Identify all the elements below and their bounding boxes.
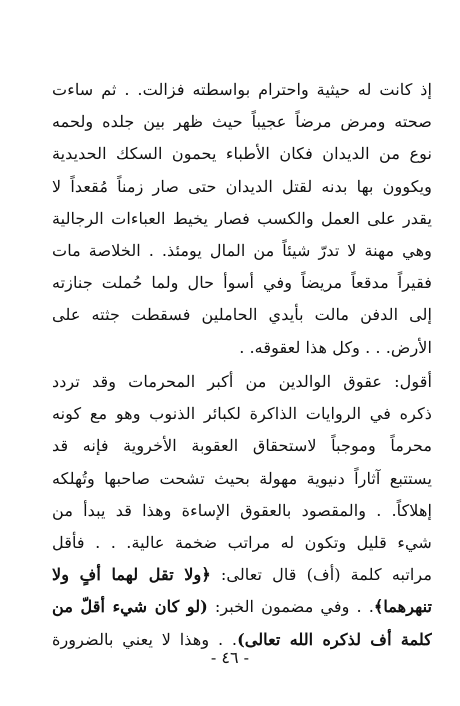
text-line: ويكوون بها بدنه لقتل الديدان حتى صار زمناً مُقعداً لا [52, 176, 432, 196]
text-line: صحته ومرض مرضاً عجيباً حيث ظهر بين جلده ولحمه [52, 112, 432, 132]
text-line-last: الأرض. . . وكل هذا لعقوقه. . [239, 337, 432, 357]
text-line: إذ كانت له حيثية واحترام بواسطته فزالت. . ثم ساءت [52, 80, 432, 99]
plain-text: . . وهذا لا يعني بالضرورة [52, 629, 238, 649]
plain-text: . . وفي مضمون الخبر: [207, 597, 374, 617]
plain-text: مراتبه كلمة (أف) قال تعالى: [210, 565, 432, 585]
text-line: يستتبع آثاراً دنيوية مهولة بحيث تشحت صاحبها وتُهلكه [52, 468, 432, 488]
text-line: وهي مهنة لا تدرّ شيئاً من المال يومئذ. . الخلاصة مات [52, 240, 432, 260]
text-line: أقول: عقوق الوالدين من أكبر المحرمات وقد تردد [52, 372, 432, 391]
text-line: محرماً وموجباً لاستحقاق العقوبة الأخروية فإنه قد [52, 436, 432, 456]
text-line-with-hadith-quote [52, 591, 432, 623]
quran-quote-end: تنهرهما﴾ [373, 597, 432, 617]
text-line: إلى الدفن مالت بأيدي الحاملين فسقطت جثته على [52, 305, 432, 325]
text-line: إهلاكاً. . والمقصود بالعقوق الإساءة وهذا قد يبدأ من [52, 500, 432, 520]
commentary-paragraph [52, 366, 432, 656]
story-paragraph [52, 74, 432, 364]
hadith-quote: (لو كان شيء أقلّ من [52, 597, 208, 617]
quran-quote: ﴿ولا تقل لهما أفٍ ولا [52, 565, 211, 585]
page-number: - ٤٦ - [210, 648, 250, 667]
text-line-with-quran-quote [52, 559, 432, 591]
text-line: فقيراً مدقعاً مريضاً وفي أسوأ حال ولما حُملت جنازته [52, 273, 432, 293]
text-line: يقدر على العمل والكسب فصار يخيط العباءات الرجالية [52, 208, 432, 228]
text-line: نوع من الديدان فكان الأطباء يحمون السكك الحديدية [52, 144, 432, 164]
text-line: شيء قليل وتكون له مراتب ضخمة عالية. . . فأقل [52, 532, 432, 552]
text-line: ذكره في الروايات الذاكرة لكبائر الذنوب وهو مع كونه [52, 404, 432, 424]
hadith-quote-end: كلمة أف لذكره الله تعالى) [237, 629, 432, 649]
